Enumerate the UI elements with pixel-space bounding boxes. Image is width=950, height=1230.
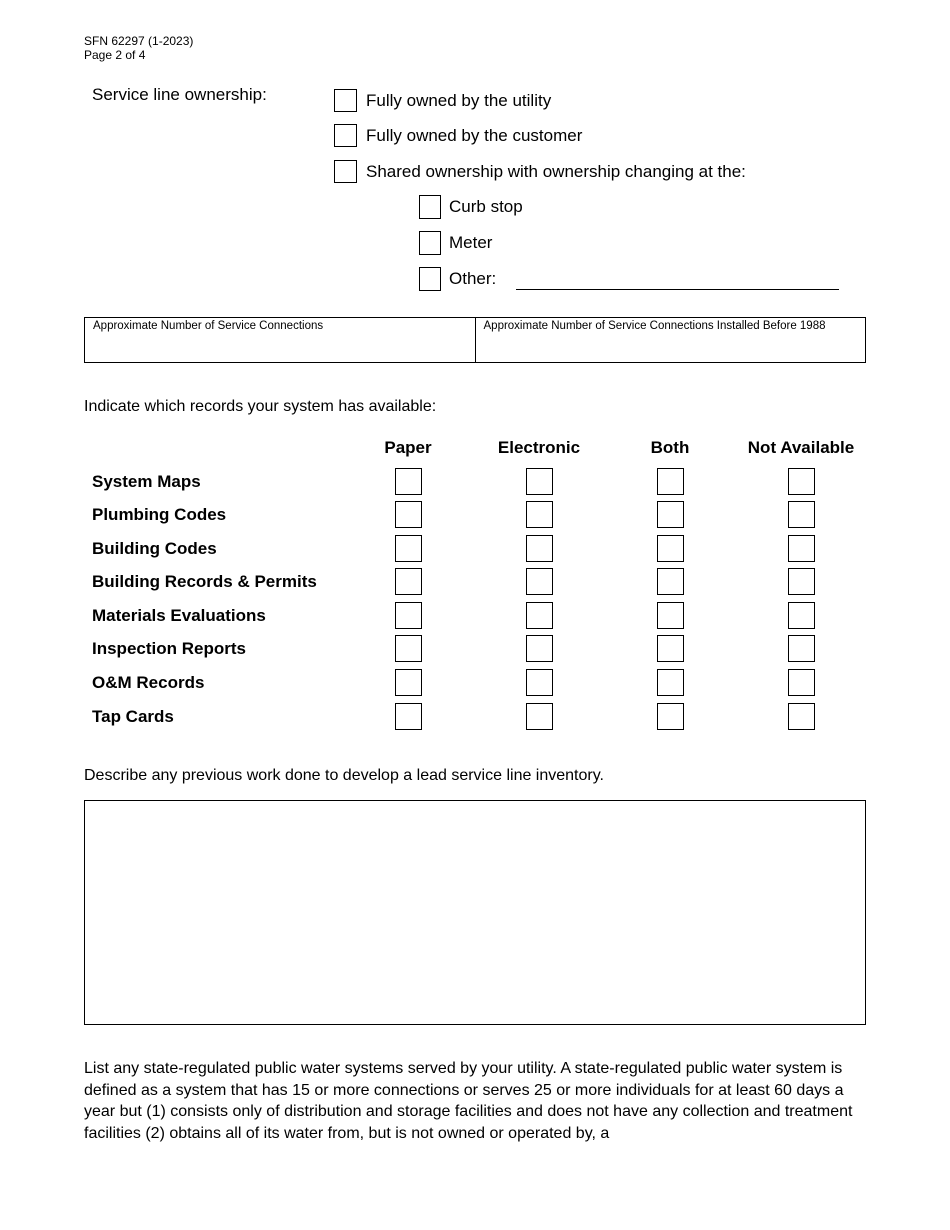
checkbox-other[interactable] xyxy=(419,267,441,291)
form-number: SFN 62297 (1-2023) xyxy=(84,34,194,48)
option-meter: Meter xyxy=(449,233,493,252)
option-shared-ownership: Shared ownership with ownership changing at the: xyxy=(366,162,746,181)
checkbox-not-available[interactable] xyxy=(788,703,815,730)
service-connections-label: Approximate Number of Service Connections xyxy=(93,320,324,332)
checkbox-both[interactable] xyxy=(657,468,684,495)
service-connections-cell[interactable] xyxy=(85,318,475,362)
records-row-label: System Maps xyxy=(92,472,201,491)
checkbox-fully-owned-utility[interactable] xyxy=(334,89,357,112)
column-electronic: Electronic xyxy=(497,438,581,457)
state-systems-paragraph: List any state-regulated public water systems served by your utility. A state-regulated public water system is defined as a system that has 15 or more connections or serves 25 or more individuals for at least 60 days a year but (1) consists only of distribution and storage facilities and does not have any collection and treatment facilities (2) obtains all of its water from, but is not owned or operated by, a xyxy=(84,1060,853,1142)
option-fully-owned-customer: Fully owned by the customer xyxy=(366,126,583,145)
records-row-label: Tap Cards xyxy=(92,707,174,726)
checkbox-electronic[interactable] xyxy=(526,703,553,730)
records-prompt: Indicate which records your system has available: xyxy=(84,398,437,415)
checkbox-not-available[interactable] xyxy=(788,535,815,562)
checkbox-electronic[interactable] xyxy=(526,635,553,662)
checkbox-paper[interactable] xyxy=(395,501,422,528)
records-row-label: Inspection Reports xyxy=(92,639,246,658)
option-fully-owned-utility: Fully owned by the utility xyxy=(366,91,552,110)
connections-before-1988-label: Approximate Number of Service Connections Installed Before 1988 xyxy=(483,320,826,332)
checkbox-paper[interactable] xyxy=(395,635,422,662)
column-both: Both xyxy=(650,438,690,457)
checkbox-both[interactable] xyxy=(657,635,684,662)
option-other: Other: xyxy=(449,269,497,288)
checkbox-paper[interactable] xyxy=(395,602,422,629)
checkbox-not-available[interactable] xyxy=(788,602,815,629)
other-text-line[interactable] xyxy=(516,289,839,290)
records-row-label: O&M Records xyxy=(92,673,205,692)
checkbox-both[interactable] xyxy=(657,669,684,696)
column-not-available: Not Available xyxy=(747,438,855,457)
checkbox-electronic[interactable] xyxy=(526,535,553,562)
checkbox-paper[interactable] xyxy=(395,568,422,595)
checkbox-electronic[interactable] xyxy=(526,468,553,495)
checkbox-not-available[interactable] xyxy=(788,635,815,662)
checkbox-both[interactable] xyxy=(657,602,684,629)
records-row-label: Building Codes xyxy=(92,539,217,558)
checkbox-both[interactable] xyxy=(657,535,684,562)
connections-table xyxy=(84,317,866,363)
checkbox-curb-stop[interactable] xyxy=(419,195,441,219)
checkbox-fully-owned-customer[interactable] xyxy=(334,124,357,147)
checkbox-not-available[interactable] xyxy=(788,501,815,528)
checkbox-not-available[interactable] xyxy=(788,468,815,495)
records-row-label: Materials Evaluations xyxy=(92,606,266,625)
checkbox-both[interactable] xyxy=(657,568,684,595)
checkbox-electronic[interactable] xyxy=(526,669,553,696)
column-paper: Paper xyxy=(384,438,432,457)
checkbox-not-available[interactable] xyxy=(788,568,815,595)
connections-before-1988-cell[interactable] xyxy=(475,318,866,362)
checkbox-meter[interactable] xyxy=(419,231,441,255)
checkbox-electronic[interactable] xyxy=(526,568,553,595)
page-number: Page 2 of 4 xyxy=(84,48,146,62)
checkbox-not-available[interactable] xyxy=(788,669,815,696)
checkbox-electronic[interactable] xyxy=(526,501,553,528)
checkbox-paper[interactable] xyxy=(395,468,422,495)
checkbox-paper[interactable] xyxy=(395,535,422,562)
checkbox-paper[interactable] xyxy=(395,703,422,730)
checkbox-paper[interactable] xyxy=(395,669,422,696)
previous-work-prompt: Describe any previous work done to develop a lead service line inventory. xyxy=(84,767,604,784)
records-row-label: Plumbing Codes xyxy=(92,505,227,524)
previous-work-textarea[interactable] xyxy=(84,800,866,1025)
checkbox-both[interactable] xyxy=(657,501,684,528)
option-curb-stop: Curb stop xyxy=(449,197,523,216)
checkbox-shared-ownership[interactable] xyxy=(334,160,357,183)
records-row-label: Building Records & Permits xyxy=(92,572,317,591)
ownership-label: Service line ownership: xyxy=(92,85,267,104)
checkbox-both[interactable] xyxy=(657,703,684,730)
checkbox-electronic[interactable] xyxy=(526,602,553,629)
